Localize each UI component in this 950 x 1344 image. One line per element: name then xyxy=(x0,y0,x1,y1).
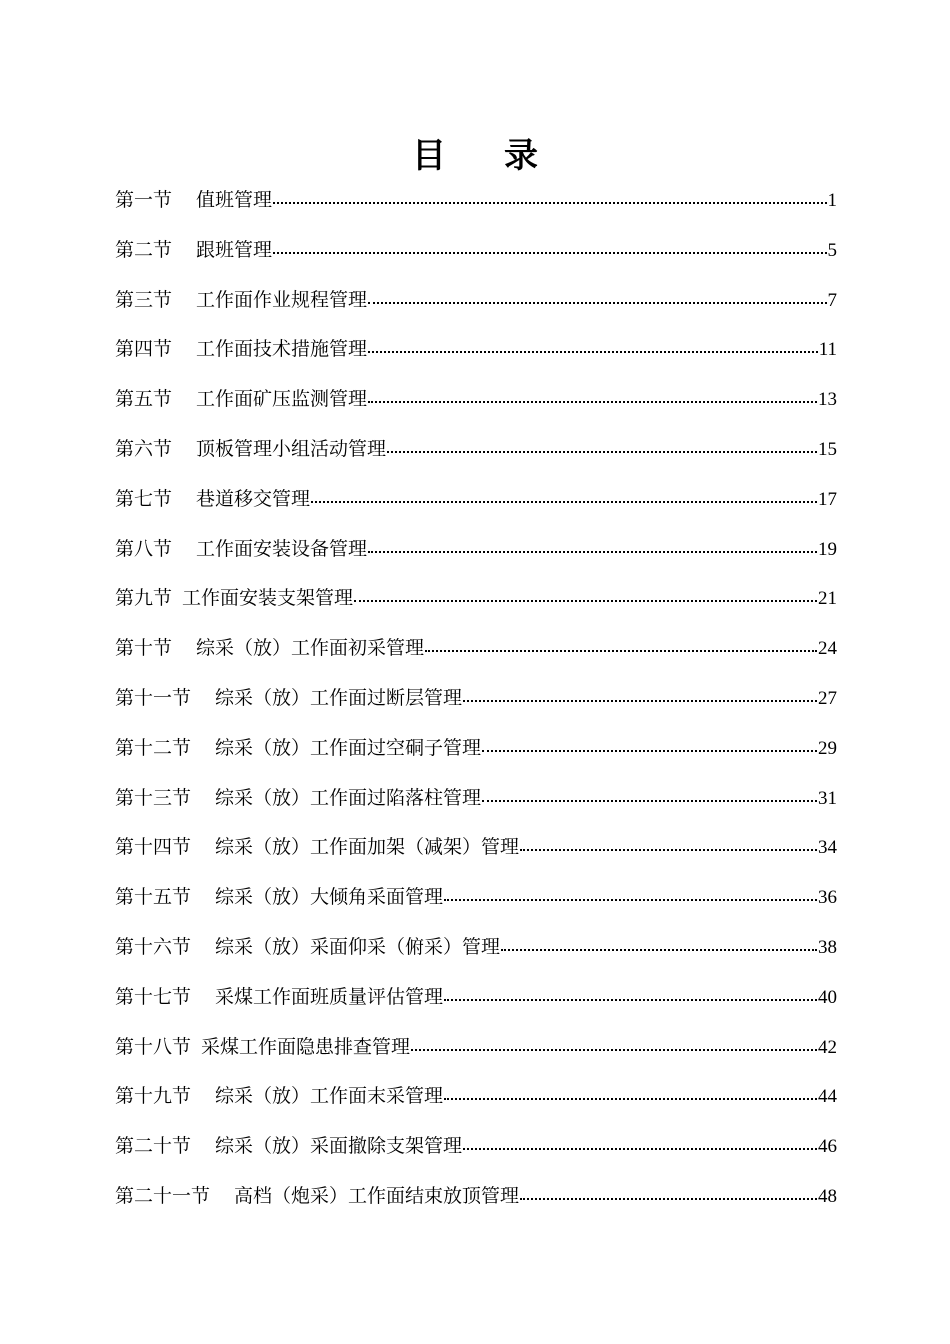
toc-dot-leader xyxy=(463,684,817,704)
toc-section-number: 第十二节 xyxy=(115,736,192,759)
toc-entry-label xyxy=(115,724,481,774)
toc-dot-leader xyxy=(368,385,817,405)
toc-section-title: 高档（炮采）工作面结束放顶管理 xyxy=(234,1184,520,1207)
toc-dot-leader xyxy=(368,286,826,306)
page-title xyxy=(0,128,950,177)
toc-section-title: 综采（放）工作面过空硐子管理 xyxy=(215,736,482,759)
toc-entry[interactable] xyxy=(115,674,837,724)
toc-dot-leader xyxy=(444,983,817,1003)
title-char-2: 录 xyxy=(504,136,538,176)
toc-page-number: 40 xyxy=(818,986,837,1008)
toc-dot-leader xyxy=(482,784,817,804)
toc-section-number: 第二节 xyxy=(115,238,173,261)
toc-section-title: 工作面安装设备管理 xyxy=(196,537,368,560)
toc-entry[interactable] xyxy=(115,823,837,873)
toc-section-title: 采煤工作面隐患排查管理 xyxy=(201,1035,411,1058)
toc-entry-label xyxy=(115,973,443,1023)
toc-section-number: 第十八节 xyxy=(115,1035,192,1058)
toc-entry-label xyxy=(115,624,424,674)
toc-page-number: 7 xyxy=(827,289,837,311)
toc-page-number: 48 xyxy=(818,1185,837,1207)
toc-page-number: 46 xyxy=(818,1136,837,1158)
title-char-1: 目 xyxy=(412,136,446,176)
toc-page-number: 44 xyxy=(818,1086,837,1108)
toc-entry-label xyxy=(115,873,443,923)
toc-dot-leader xyxy=(368,335,818,355)
toc-section-number: 第十九节 xyxy=(115,1085,192,1108)
toc-page-number: 24 xyxy=(818,638,837,660)
toc-section-title: 采煤工作面班质量评估管理 xyxy=(215,985,444,1008)
toc-section-title: 值班管理 xyxy=(196,189,273,211)
toc-entry-label xyxy=(115,1172,519,1222)
toc-section-number: 第十五节 xyxy=(115,886,192,909)
table-of-contents xyxy=(115,176,837,1222)
toc-dot-leader xyxy=(311,485,817,505)
toc-dot-leader xyxy=(425,634,817,654)
toc-entry-label xyxy=(115,226,272,276)
toc-entry[interactable] xyxy=(115,774,837,824)
toc-section-title: 工作面作业规程管理 xyxy=(196,288,368,311)
toc-dot-leader xyxy=(368,535,817,555)
toc-section-number: 第七节 xyxy=(115,487,173,510)
toc-section-title: 综采（放）采面撤除支架管理 xyxy=(215,1135,463,1158)
toc-section-title: 工作面技术措施管理 xyxy=(196,338,368,361)
toc-page-number: 15 xyxy=(818,438,837,460)
toc-entry-label xyxy=(115,1072,443,1122)
toc-entry-label xyxy=(115,1023,410,1073)
toc-entry[interactable] xyxy=(115,574,837,624)
toc-section-number: 第九节 xyxy=(115,587,173,610)
toc-entry-label xyxy=(115,774,481,824)
toc-section-title: 巷道移交管理 xyxy=(196,487,311,510)
toc-entry[interactable] xyxy=(115,724,837,774)
toc-entry[interactable] xyxy=(115,276,837,326)
toc-entry-label xyxy=(115,923,500,973)
toc-dot-leader xyxy=(501,933,817,953)
toc-section-number: 第十三节 xyxy=(115,786,192,809)
toc-dot-leader xyxy=(273,186,826,206)
toc-entry[interactable] xyxy=(115,475,837,525)
toc-page-number: 42 xyxy=(818,1036,837,1058)
toc-section-number: 第四节 xyxy=(115,338,173,361)
toc-dot-leader xyxy=(444,883,817,903)
toc-page-number: 5 xyxy=(827,239,837,261)
toc-section-number: 第八节 xyxy=(115,537,173,560)
toc-page-number: 38 xyxy=(818,936,837,958)
toc-entry[interactable] xyxy=(115,973,837,1023)
toc-dot-leader xyxy=(273,236,826,256)
toc-entry-label xyxy=(115,823,519,873)
toc-entry[interactable] xyxy=(115,525,837,575)
toc-page-number: 19 xyxy=(818,538,837,560)
toc-section-number: 第十一节 xyxy=(115,686,192,709)
toc-dot-leader xyxy=(520,833,817,853)
toc-entry-label xyxy=(115,674,462,724)
toc-section-title: 综采（放）大倾角采面管理 xyxy=(215,886,444,909)
toc-dot-leader xyxy=(482,734,817,754)
toc-entry[interactable] xyxy=(115,425,837,475)
toc-entry[interactable] xyxy=(115,1072,837,1122)
toc-entry[interactable] xyxy=(115,873,837,923)
toc-entry[interactable] xyxy=(115,325,837,375)
toc-section-title: 顶板管理小组活动管理 xyxy=(196,437,387,460)
toc-dot-leader xyxy=(387,435,817,455)
toc-dot-leader xyxy=(354,584,817,604)
toc-section-number: 第二十一节 xyxy=(115,1184,211,1207)
toc-section-title: 工作面安装支架管理 xyxy=(182,587,354,610)
toc-entry[interactable] xyxy=(115,226,837,276)
toc-section-title: 综采（放）工作面初采管理 xyxy=(196,637,425,660)
toc-entry[interactable] xyxy=(115,1122,837,1172)
toc-section-title: 综采（放）工作面加架（减架）管理 xyxy=(215,836,520,859)
toc-page-number: 31 xyxy=(818,787,837,809)
toc-dot-leader xyxy=(463,1132,817,1152)
toc-entry[interactable] xyxy=(115,624,837,674)
toc-section-title: 跟班管理 xyxy=(196,238,273,261)
toc-section-number: 第三节 xyxy=(115,288,173,311)
toc-section-title: 工作面矿压监测管理 xyxy=(196,388,368,411)
toc-section-number: 第二十节 xyxy=(115,1135,192,1158)
toc-section-title: 综采（放）工作面过陷落柱管理 xyxy=(215,786,482,809)
toc-page-number: 29 xyxy=(818,737,837,759)
toc-section-title: 综采（放）采面仰采（俯采）管理 xyxy=(215,935,501,958)
toc-section-number: 第六节 xyxy=(115,437,173,460)
toc-entry-label xyxy=(115,176,272,226)
toc-dot-leader xyxy=(520,1182,817,1202)
toc-section-number: 第一节 xyxy=(115,189,173,211)
toc-entry[interactable] xyxy=(115,923,837,973)
toc-entry-label xyxy=(115,325,367,375)
toc-entry-label xyxy=(115,425,386,475)
toc-entry-label xyxy=(115,1122,462,1172)
toc-page-number: 11 xyxy=(818,339,837,361)
toc-page-number: 27 xyxy=(818,687,837,709)
toc-entry[interactable] xyxy=(115,1172,837,1222)
toc-entry-label xyxy=(115,276,367,326)
toc-section-number: 第五节 xyxy=(115,388,173,411)
toc-entry-label xyxy=(115,574,353,624)
toc-page-number: 13 xyxy=(818,389,837,411)
toc-page-number: 21 xyxy=(818,588,837,610)
toc-entry-label xyxy=(115,375,367,425)
toc-section-title: 综采（放）工作面过断层管理 xyxy=(215,686,463,709)
toc-entry-label xyxy=(115,475,310,525)
toc-page-number: 36 xyxy=(818,887,837,909)
toc-section-number: 第十六节 xyxy=(115,935,192,958)
toc-section-number: 第十节 xyxy=(115,637,173,660)
toc-page-number: 1 xyxy=(827,190,837,211)
toc-dot-leader xyxy=(411,1033,817,1053)
toc-page-number: 17 xyxy=(818,488,837,510)
toc-section-number: 第十四节 xyxy=(115,836,192,859)
toc-entry[interactable] xyxy=(115,176,837,226)
toc-entry[interactable] xyxy=(115,375,837,425)
toc-section-title: 综采（放）工作面末采管理 xyxy=(215,1085,444,1108)
toc-entry[interactable] xyxy=(115,1023,837,1073)
toc-entry-label xyxy=(115,525,367,575)
toc-page-number: 34 xyxy=(818,837,837,859)
toc-section-number: 第十七节 xyxy=(115,985,192,1008)
toc-dot-leader xyxy=(444,1082,817,1102)
